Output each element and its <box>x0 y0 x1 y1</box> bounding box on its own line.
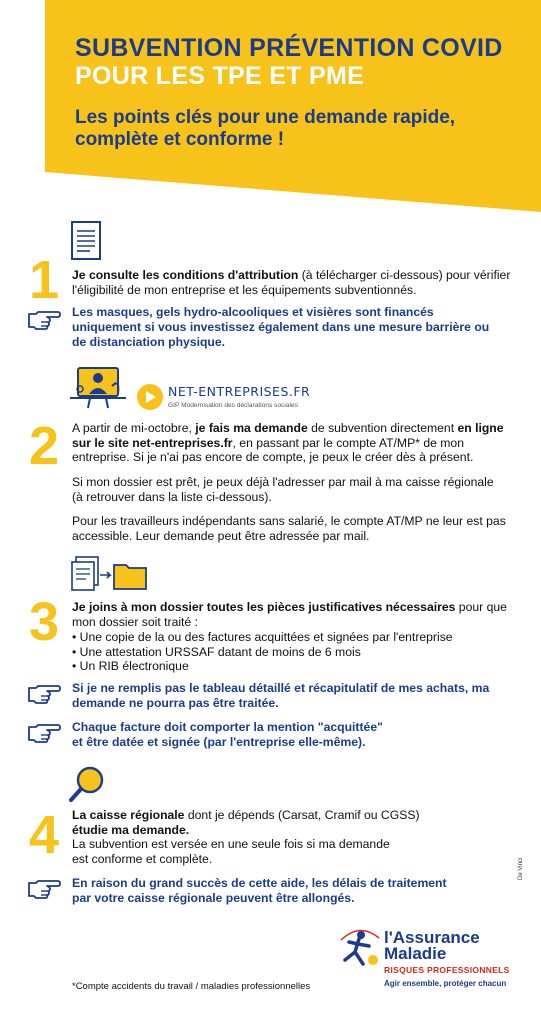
page-title-line2: POUR LES TPE ET PME <box>75 62 365 90</box>
step3-note2 <box>72 720 502 750</box>
step4-l1-rest: dont je dépends (Carsat, Cramif ou CGSS) <box>184 808 420 822</box>
step2-paragraph1 <box>72 421 509 465</box>
step4-text <box>72 808 512 866</box>
step2-p1-e: , en passant par le compte AT/MP* de mon entreprise. Si je n'ai pas encore de compte, je peux le créer dès à présent. <box>72 435 474 465</box>
assurance-maladie-emblem <box>335 920 385 974</box>
subtitle-line2: complète et conforme ! <box>75 129 285 150</box>
magnifier-icon <box>68 764 108 804</box>
step4-l4: est conforme et complète. <box>72 851 213 866</box>
step4-l1-bold: La caisse régionale <box>72 808 185 822</box>
step4-number: 4 <box>29 805 60 865</box>
brand-tagline: Agir ensemble, protéger chacun <box>384 979 507 988</box>
step4-l2-bold: étudie ma demande. <box>72 822 190 837</box>
list-item: • Un RIB électronique <box>72 659 189 674</box>
step2-paragraph3: Pour les travailleurs indépendants sans salarié, le compte AT/MP ne leur est pas accessible. Leur demande peut être adressée par mail. <box>72 514 506 543</box>
step3-note1: Si je ne remplis pas le tableau détaillé et récapitulatif de mes achats, ma demande ne pourra pas être traitée. <box>72 681 490 710</box>
step3-number: 3 <box>29 592 60 652</box>
step1-text-bold: Je consulte les conditions d'attribution <box>72 268 299 282</box>
step2-p1-b: je fais ma demande <box>195 421 308 435</box>
brand-line2: Maladie <box>384 944 447 963</box>
step4-note-line1: En raison du grand succès de cette aide, les délais de traitement <box>72 876 447 890</box>
net-entreprises-logo-tag: GIP Modernisation des déclarations sociales <box>168 402 298 409</box>
documents-folder-icon <box>70 555 150 593</box>
subtitle-line1: Les points clés pour une demande rapide, <box>75 107 456 128</box>
step2-p1-a: A partir de mi-octobre, <box>72 421 196 435</box>
step4-note <box>72 876 512 906</box>
pointing-hand-icon <box>27 309 61 331</box>
step3-lead-rest: pour que mon dossier soit traité : <box>72 600 507 629</box>
step4-note-line2: par votre caisse régionale peuvent être allongés. <box>72 891 355 905</box>
step1-number: 1 <box>29 250 60 310</box>
step2-p1-d: en ligne sur le site net-entreprises.fr <box>72 421 504 450</box>
pointing-hand-icon <box>27 722 61 744</box>
brand-name <box>384 930 480 962</box>
footnote: *Compte accidents du travail / maladies professionnelles <box>72 981 311 992</box>
step3-note2-line2: et être datée et signée (par l'entreprise elle-même). <box>72 735 366 749</box>
pointing-hand-icon <box>27 878 61 900</box>
step1-text-rest: (à télécharger ci-dessous) pour vérifier l'éligibilité de mon entreprise et les équipements subventionnés. <box>72 268 511 297</box>
step3-bullet-list <box>72 630 512 674</box>
step3-lead <box>72 600 512 629</box>
pointing-hand-icon <box>27 683 61 705</box>
list-item: • Une attestation URSSAF datant de moins de 6 mois <box>72 644 361 659</box>
step3-note2-line1: Chaque facture doit comporter la mention "acquittée" <box>72 720 383 734</box>
list-item: • Une copie de la ou des factures acquittées et signées par l'entreprise <box>72 630 453 644</box>
step1-note: Les masques, gels hydro-alcooliques et visières sont financés uniquement si vous investissez également dans une mesure barrière ou de distanciation physique. <box>72 305 490 349</box>
play-logo-icon <box>136 383 164 411</box>
side-credit: De Vinci <box>518 857 524 880</box>
page-title-line1: SUBVENTION PRÉVENTION COVID <box>75 34 503 62</box>
step2-number: 2 <box>29 416 60 476</box>
step2-paragraph2: Si mon dossier est prêt, je peux déjà l'adresser par mail à ma caisse régionale (à retrouver dans la liste ci-dessous). <box>72 475 494 504</box>
brand-division: RISQUES PROFESSIONNELS <box>384 965 510 975</box>
net-entreprises-logo-name: NET-ENTREPRISES.FR <box>168 384 311 399</box>
step4-l3: La subvention est versée en une seule fois si ma demande <box>72 837 390 852</box>
brand-line1: l'Assurance <box>384 928 480 947</box>
step1-text <box>72 268 512 297</box>
document-icon <box>70 220 104 262</box>
computer-user-icon <box>68 364 134 410</box>
step2-p1-c: de subvention directement <box>307 421 458 435</box>
step3-lead-bold: Je joins à mon dossier toutes les pièces justificatives nécessaires <box>72 600 456 614</box>
page-subtitle <box>75 107 495 151</box>
